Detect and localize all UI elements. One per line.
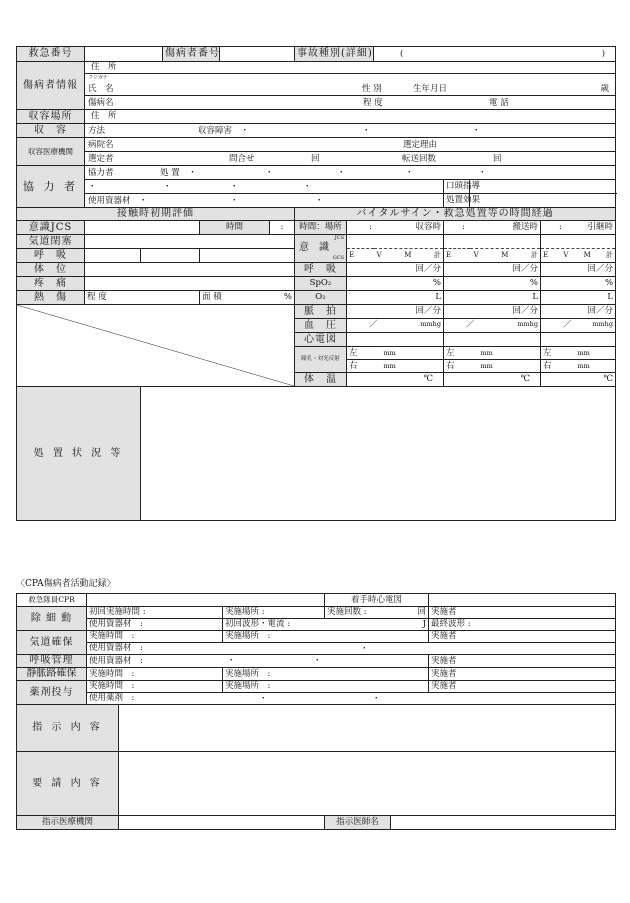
mm: mm [480,361,493,370]
dot: ・ [230,182,239,192]
shochi-label: 処 置 ・ [160,168,197,178]
inquiry-label: 問合せ [229,154,255,164]
joule: J [422,619,427,630]
breath-field-2[interactable] [141,249,200,263]
blank-diagonal-area [17,305,295,387]
left: 左 [543,347,552,358]
shuyoji-label: 収容時 [415,222,441,233]
cooperator-field[interactable] [85,166,616,180]
iv-operator[interactable]: 実施者 [429,668,616,681]
vital-title: バイタルサイン・救急処置等の時間経過 [295,208,616,221]
burn-degree-label: 程 度 [87,292,107,303]
slash: ／ [466,320,475,331]
iv-time[interactable]: 実施時間 : [87,668,223,681]
birth-label: 生年月日 [413,84,448,94]
cooperator-sub-label: 協力者 [88,168,114,178]
colon: : [462,222,465,233]
method-label: 方法 [88,126,106,136]
vital-col2-o2[interactable]: L [444,291,541,305]
left: 左 [446,347,455,358]
airway-operator[interactable]: 実施者 [429,631,616,643]
dot: ・ [313,656,322,666]
cpa-table [16,593,616,830]
kai-label: 回 [493,154,502,164]
cpa-airway-label: 気道確保 [17,631,87,655]
right: 右 [543,360,552,371]
dot: ・ [227,656,236,666]
ecg-label: 心電図 [295,333,347,347]
breath-label: 呼 吸 [17,249,85,263]
slash: ／ [369,320,378,331]
breath-field-1[interactable] [85,249,141,263]
dot: ・ [478,168,487,178]
e: E [349,251,355,259]
drug-operator[interactable]: 実施者 [429,681,616,693]
time-label: 時間 [200,221,270,235]
airway-equipment[interactable] [87,643,616,655]
dot: ・ [472,126,481,136]
dot: ・ [303,182,312,192]
name-label: 氏 名 [88,84,114,94]
degree-label: 程 度 [363,98,383,108]
phone-label: 電 話 [489,98,509,108]
hospital-name-label: 病院名 [88,140,114,150]
selector-label: 選定者 [88,154,114,164]
inst-hospital-field[interactable] [119,816,325,830]
witness-ecg-field[interactable] [429,594,616,607]
iv-label: 静脈路確保 [17,668,87,681]
oral-field[interactable] [470,180,616,194]
vital-col1-ecg[interactable] [347,333,444,347]
top-form [16,46,615,521]
vital-col1-spo2[interactable]: % [347,277,444,291]
vital-col3-spo2[interactable]: % [541,277,616,291]
drugs-label: 使用薬剤 : [89,693,135,704]
patient-address-label: 住 所 [91,62,117,73]
v: V [563,251,569,259]
vital-col1-bp[interactable] [347,319,444,333]
hospital-selector-field[interactable] [85,152,616,166]
vital-col2-pupil-right[interactable] [444,360,541,373]
jcs-sub: JCS [334,235,344,241]
mm: mm [383,348,396,357]
drug-label: 薬剤投与 [17,681,87,705]
posture-label: 体 位 [17,263,85,277]
effect-field[interactable] [470,194,616,208]
defib-equipment[interactable]: 使用資器材 : [87,619,223,631]
kei: 計 [606,251,614,259]
vital-col2-jcs[interactable] [444,235,541,249]
spo2-label: SpO₂ [295,277,347,291]
cpa-form [16,593,615,830]
e: E [543,251,549,259]
kai: 回 [417,607,427,618]
vital-col2-pulse[interactable]: 回／分 [444,305,541,319]
dot: ・ [259,694,268,704]
jcs-field[interactable] [85,221,200,235]
dot: ・ [315,196,324,206]
posture-field[interactable] [85,263,295,277]
vital-col1-jcs[interactable] [347,235,444,249]
disease-label: 傷病名 [88,98,114,108]
oral-label: 口頭指導 [444,180,470,194]
inst-doctor-label: 指示医師名 [325,816,391,830]
dot: ・ [230,196,239,206]
colon: : [559,222,562,233]
sex-label: 性 別 [362,84,382,94]
o2-label: O₂ [295,291,347,305]
vital-col3-time[interactable] [541,221,616,235]
time-field[interactable]: : [270,221,295,235]
breath-field-3[interactable] [200,249,295,263]
witness-ecg-label: 着手時心電図 [325,594,429,607]
vital-col3-jcs[interactable] [541,235,616,249]
kei: 計 [531,251,538,259]
mmhg: mmhg [517,320,538,329]
defib-first-time[interactable]: 初回実施時間 : [87,607,223,619]
respiration-label: 呼吸管理 [17,655,87,668]
v: V [473,251,479,259]
ishiki-text: 意 識 [299,242,329,253]
obstacle-label: 収容障害 ・ [198,126,250,136]
main-form-table [16,46,616,521]
inst-hospital-label: 指示医療機関 [17,816,119,830]
pickup-address-label: 住 所 [91,111,117,122]
vital-col2-kokyu[interactable]: 回／分 [444,263,541,277]
respiration-equipment[interactable] [87,655,429,668]
m: M [501,251,509,259]
shuyo-field[interactable] [85,124,616,138]
vital-col1-gcs[interactable] [347,249,444,263]
vital-col1-pupil-left[interactable] [347,347,444,360]
paren-open: ( [400,48,404,59]
shuyo-label: 収 容 [17,124,85,138]
jcs-label: 意識JCS [17,221,85,235]
m: M [404,251,412,259]
vital-col2-pupil-left[interactable] [444,347,541,360]
ishiki-label [295,235,347,263]
vital-col3-pupil-left[interactable] [541,347,616,360]
colon: : [369,222,372,233]
pain-label: 疼 痛 [17,277,85,291]
bystander-cpr-field[interactable] [87,594,325,607]
drug-drugs[interactable] [87,693,616,705]
dot: ・ [265,168,274,178]
v: V [376,251,382,259]
vital-col1-pupil-right[interactable] [347,360,444,373]
equipment-field[interactable] [85,194,444,208]
left: 左 [349,347,358,358]
inst-doctor-field[interactable] [391,816,616,830]
burn-degree-field[interactable] [85,291,200,305]
equipment-label: 使用資器材 : [89,655,143,666]
bp-label: 血 圧 [295,319,347,333]
vital-col3-gcs[interactable] [541,249,616,263]
vital-col2-temp[interactable]: ℃ [444,373,541,387]
situation-label: 処 置 状 況 等 [17,387,141,521]
mm: mm [577,361,590,370]
vital-col1-kokyu[interactable]: 回／分 [347,263,444,277]
defib-first-wave[interactable] [223,619,429,631]
defib-count[interactable] [325,607,429,619]
vital-col3-temp[interactable]: ℃ [541,373,616,387]
burn-label: 熱 傷 [17,291,85,305]
hospital-label: 収容医療機関 [17,138,85,166]
jiko-shubetsu-label: 事故種別(詳細) [295,47,374,62]
percent: % [283,292,292,303]
initial-eval-title: 接触時初期評価 [17,208,295,221]
drug-place[interactable]: 実施場所 : [223,681,429,693]
burn-area-field[interactable] [200,291,295,305]
right: 右 [446,360,455,371]
effect-label: 処置効果 [444,194,470,208]
airway-field[interactable] [85,235,295,249]
mm: mm [480,348,493,357]
kai-label: 回 [311,154,320,164]
dot: ・ [362,126,371,136]
defib-operator[interactable]: 実施者 [429,607,616,619]
mm: mm [383,361,396,370]
dot: ・ [360,644,369,654]
vital-col1-o2[interactable]: L [347,291,444,305]
vital-col3-bp[interactable] [541,319,616,333]
kokyu-label: 呼 吸 [295,263,347,277]
instruction-label: 指 示 内 容 [17,705,119,752]
airway-place[interactable]: 実施場所 : [223,631,429,643]
jiko-shubetsu-field[interactable] [374,47,616,62]
cpa-title: 〈CPA傷病者活動記録〉 [16,579,116,589]
pickup-address-field[interactable] [85,110,616,124]
instruction-field[interactable] [119,705,616,752]
cooperator-dots-field[interactable] [85,180,444,194]
age-label: 歳 [600,84,610,94]
mmhg: mmhg [420,320,441,329]
patient-name-field[interactable] [85,74,616,96]
pain-field[interactable] [85,277,295,291]
vital-col1-pulse[interactable]: 回／分 [347,305,444,319]
pulse-label: 脈 拍 [295,305,347,319]
vital-col3-pupil-right[interactable] [541,360,616,373]
cooperator-label: 協 力 者 [17,166,85,208]
defib-place[interactable]: 実施場所 : [223,607,325,619]
vital-col2-spo2[interactable]: % [444,277,541,291]
vital-col3-kokyu[interactable]: 回／分 [541,263,616,277]
reason-label: 選定理由 [403,140,438,150]
gcs-sub: GCS [332,255,344,261]
count-label: 実施回数 : [327,607,367,618]
request-label: 要 請 内 容 [17,752,119,816]
burn-area-label: 面 積 [202,292,222,303]
time-place-label: 時間：場所 [295,221,347,235]
defib-label: 除 細 動 [17,607,87,631]
paren-close: ) [601,48,606,59]
dot: ・ [372,694,381,704]
vital-col2-bp[interactable] [444,319,541,333]
dot: ・ [88,182,97,192]
e: E [446,251,452,259]
vital-col3-pulse[interactable]: 回／分 [541,305,616,319]
vital-col3-ecg[interactable] [541,333,616,347]
shobyosha-bango-field[interactable] [220,47,295,62]
dot: ・ [163,182,172,192]
pupil-label: 瞳孔・対光反射 [295,347,347,373]
dot: ・ [405,168,414,178]
defib-last-wave[interactable]: 最終波形 : [429,619,616,631]
m: M [583,251,591,259]
request-field[interactable] [119,752,616,816]
vital-col1-temp[interactable]: ℃ [347,373,444,387]
shobyosha-bango-label: 傷病者番号 [163,47,220,62]
furigana-label: フリガナ [88,75,108,81]
hospital-name-field[interactable] [85,138,616,152]
dot: ・ [337,168,346,178]
vital-col1-time[interactable] [347,221,444,235]
patient-info-label: 傷病者情報 [17,62,85,110]
respiration-operator[interactable]: 実施者 [429,655,616,668]
hikitsugiji-label: 引継時 [587,222,614,233]
vital-col2-ecg[interactable] [444,333,541,347]
disease-field[interactable] [85,96,616,110]
iv-place[interactable]: 実施場所 : [223,668,429,681]
drug-time[interactable]: 実施時間 : [87,681,223,693]
vital-col2-time[interactable] [444,221,541,235]
hansoji-label: 搬送時 [512,222,538,233]
transfer-label: 転送回数 [402,154,437,164]
vital-col2-gcs[interactable] [444,249,541,263]
equipment-label: 使用資器材 : [89,643,143,654]
vital-col3-o2[interactable]: L [541,291,616,305]
kyukyu-bango-label: 救急番号 [17,47,85,62]
situation-field[interactable] [141,387,616,521]
diagonal-line [17,305,294,386]
airway-time[interactable]: 実施時間 : [87,631,223,643]
patient-address-field[interactable] [85,62,616,74]
bystander-cpr-label: 救急隊員CPR [17,594,87,607]
mm: mm [577,348,590,357]
kyukyu-bango-field[interactable] [85,47,163,62]
airway-label: 気道閉塞 [17,235,85,249]
first-wave-label: 初回波形・電流 : [225,619,291,630]
mmhg: mmhg [592,320,614,329]
slash: ／ [563,320,572,331]
kei: 計 [434,251,441,259]
right: 右 [349,360,358,371]
pickup-label: 収容場所 [17,110,85,124]
temp-label: 体 温 [295,373,347,387]
equipment-label: 使用資器材 ・ [88,196,148,206]
